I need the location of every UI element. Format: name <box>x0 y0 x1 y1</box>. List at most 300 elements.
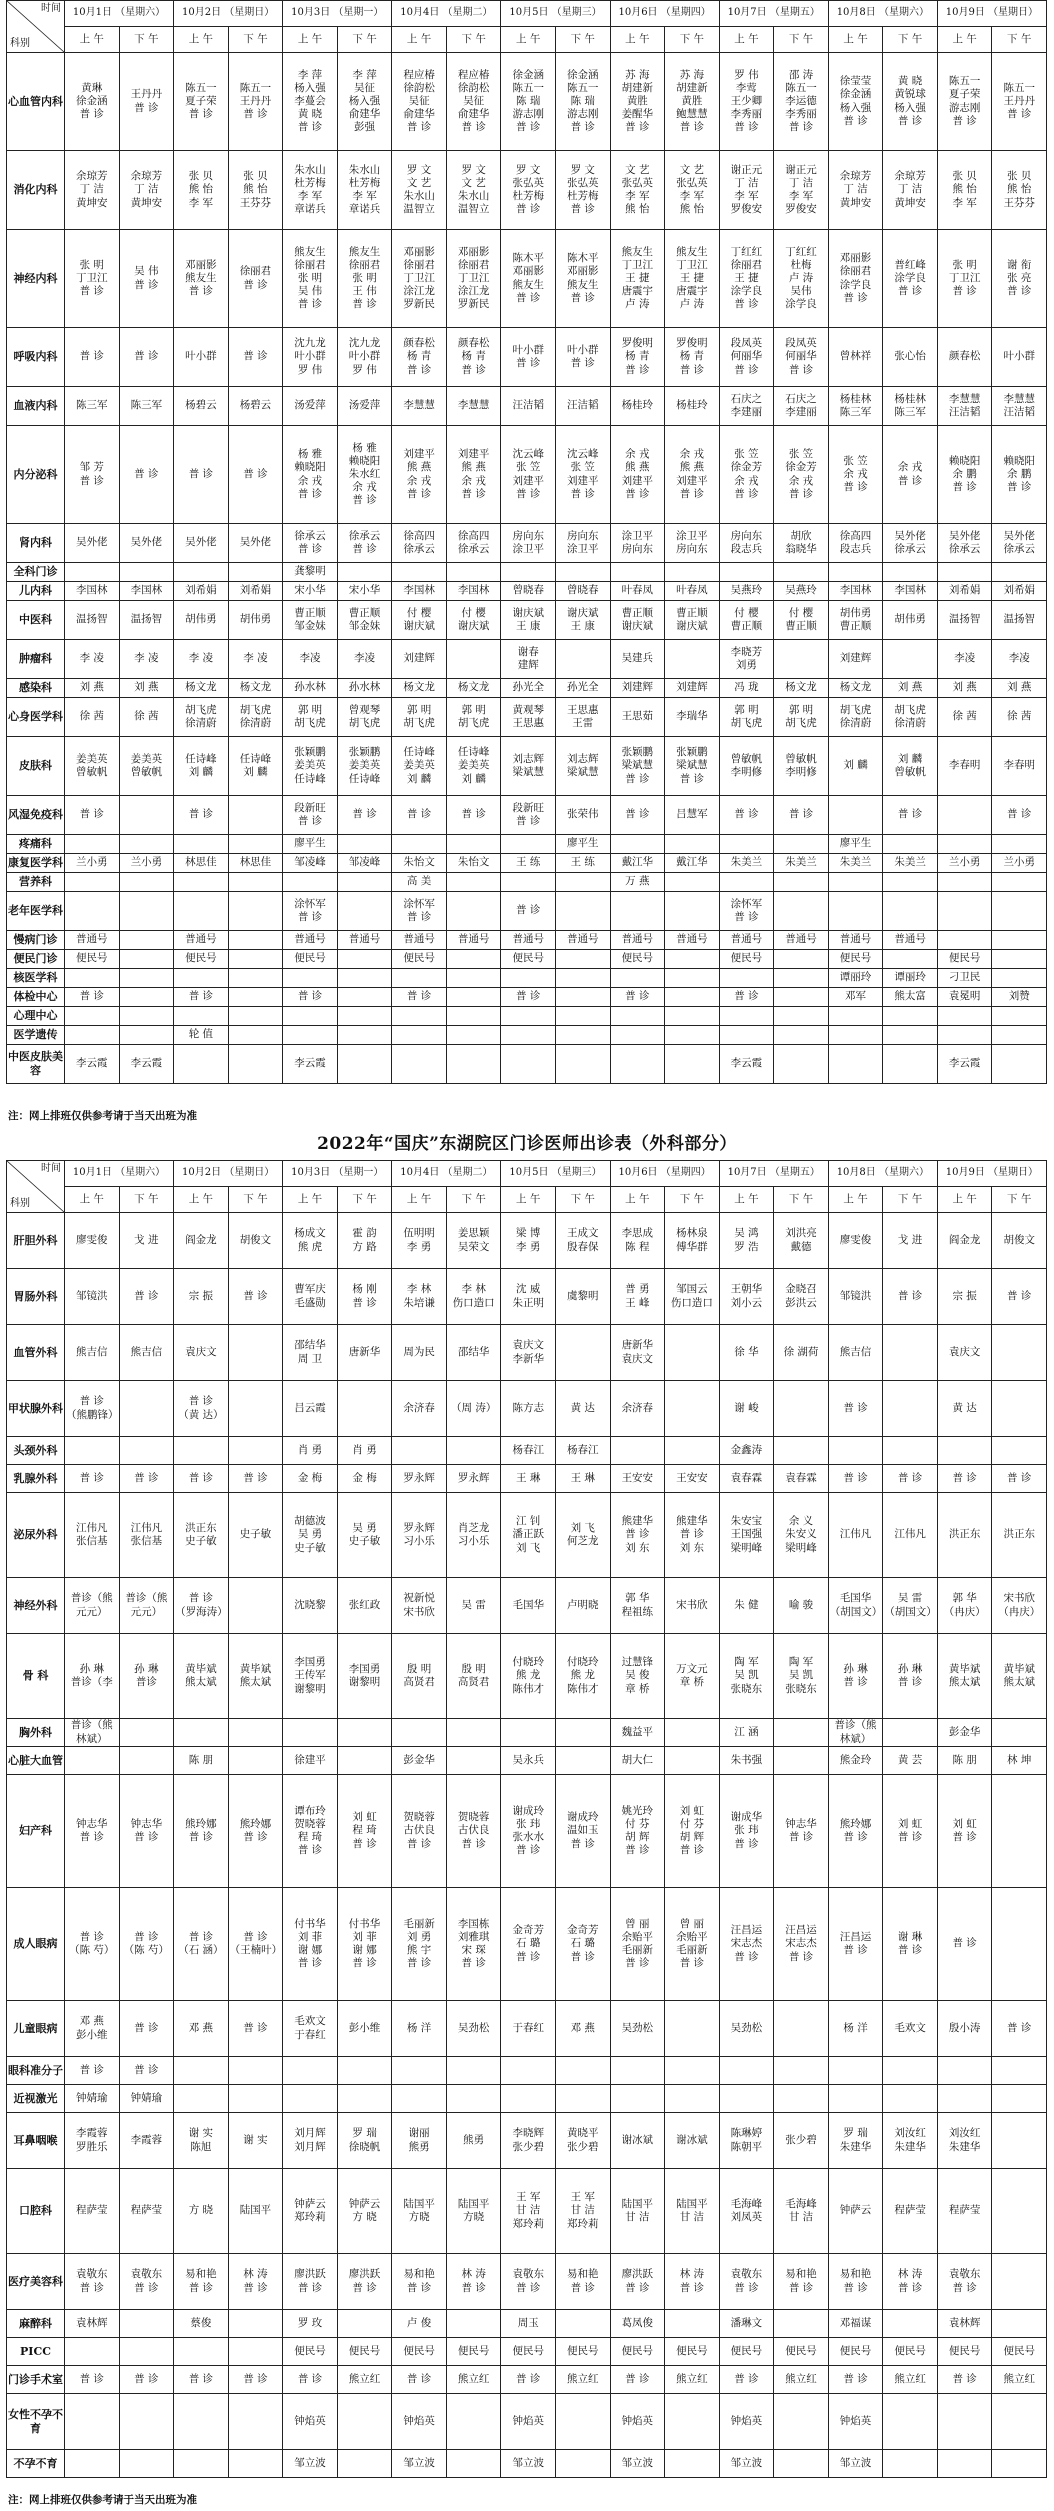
doctor-slot <box>446 2450 501 2478</box>
doctor-slot <box>774 640 829 679</box>
doctor-slot: 钟萨云 方 晓 <box>337 2169 392 2254</box>
doctor-slot <box>883 2085 938 2113</box>
doctor-slot: 吴 雷 <box>446 1578 501 1634</box>
doctor-slot: 钟焰英 <box>501 2394 556 2450</box>
doctor-slot <box>228 1381 283 1437</box>
schedule-row <box>7 1493 1047 1578</box>
doctor-slot: 刘 虹 程 琦 普 诊 <box>337 1775 392 1888</box>
doctor-slot: 刘建辉 <box>392 640 447 679</box>
doctor-slot: 普 诊 <box>937 1465 992 1493</box>
day-header: 10月8日 （星期六） <box>828 1 937 27</box>
doctor-slot: 张 贝 熊 怡 李 军 <box>937 151 992 230</box>
doctor-slot: 熊立红 <box>774 2366 829 2394</box>
schedule-row <box>7 2310 1047 2338</box>
doctor-slot: 谢正元 丁 洁 李 军 罗俊安 <box>719 151 774 230</box>
doctor-slot <box>665 640 720 679</box>
department-name: 女性不孕不育 <box>7 2394 65 2450</box>
doctor-slot: 吴外佬 <box>119 524 174 563</box>
day-header: 10月1日 （星期六） <box>65 1161 174 1187</box>
doctor-slot: 汪昌运 宋志杰 普 诊 <box>719 1888 774 2001</box>
doctor-slot: 陈五一 夏子荣 游志刚 普 诊 <box>937 53 992 151</box>
doctor-slot: 姚光玲 付 芬 胡 辉 普 诊 <box>610 1775 665 1888</box>
doctor-slot: 张 明 丁卫江 普 诊 <box>65 230 120 328</box>
morning-header: 上 午 <box>719 1187 774 1213</box>
doctor-slot: 杨桂玲 <box>610 387 665 426</box>
doctor-slot: 林 涛 普 诊 <box>883 2254 938 2310</box>
doctor-slot: 普通号 <box>774 931 829 950</box>
doctor-slot: 房向东 段志兵 <box>719 524 774 563</box>
doctor-slot: 陶 军 吴 凯 张晓东 <box>719 1634 774 1719</box>
doctor-slot: 唐新华 袁庆文 <box>610 1325 665 1381</box>
doctor-slot: 袁春霖 <box>774 1465 829 1493</box>
doctor-slot <box>774 2001 829 2057</box>
doctor-slot: 普 诊 <box>65 988 120 1007</box>
doctor-slot <box>65 2450 120 2478</box>
doctor-slot: 熊玲娜 普 诊 <box>174 1775 229 1888</box>
doctor-slot <box>774 892 829 931</box>
doctor-slot: 便民号 <box>610 2338 665 2366</box>
afternoon-header: 下 午 <box>119 27 174 53</box>
doctor-slot <box>501 835 556 854</box>
department-name: 血液内科 <box>7 387 65 426</box>
doctor-slot: 普 诊 <box>610 796 665 835</box>
doctor-slot <box>937 892 992 931</box>
afternoon-header: 下 午 <box>446 27 501 53</box>
doctor-slot: 普通号 <box>392 931 447 950</box>
header-corner <box>7 1 65 53</box>
department-name: 慢病门诊 <box>7 931 65 950</box>
doctor-slot <box>119 1747 174 1775</box>
doctor-slot: 徐高四 徐承云 <box>446 524 501 563</box>
doctor-slot: 徐承云 普 诊 <box>337 524 392 563</box>
doctor-slot: 便民号 <box>446 2338 501 2366</box>
doctor-slot <box>665 2450 720 2478</box>
doctor-slot: 江 涵 <box>719 1719 774 1747</box>
doctor-slot: 普 诊 <box>174 988 229 1007</box>
department-name: 乳腺外科 <box>7 1465 65 1493</box>
schedule-row <box>7 1719 1047 1747</box>
doctor-slot <box>665 2085 720 2113</box>
doctor-slot: 吴 勇 史子敏 <box>337 1493 392 1578</box>
doctor-slot: 普 诊 <box>501 2366 556 2394</box>
doctor-slot: 胡伟勇 曹正顺 <box>828 601 883 640</box>
doctor-slot <box>555 640 610 679</box>
doctor-slot <box>555 969 610 988</box>
doctor-slot <box>665 1381 720 1437</box>
doctor-slot: 曾观琴 胡飞虎 <box>337 698 392 737</box>
doctor-slot <box>392 1437 447 1465</box>
doctor-slot: 熊玲娜 普 诊 <box>228 1775 283 1888</box>
doctor-slot: 谢冰斌 <box>665 2113 720 2169</box>
header-time-label: 时间 <box>41 1163 61 1174</box>
doctor-slot: 李云霞 <box>937 1045 992 1084</box>
doctor-slot: 钟志华 普 诊 <box>65 1775 120 1888</box>
schedule-row <box>7 737 1047 796</box>
doctor-slot: 普 诊 <box>501 988 556 1007</box>
doctor-slot: 便民号 <box>774 2338 829 2366</box>
doctor-slot <box>228 563 283 582</box>
doctor-slot: 普诊（熊元元） <box>119 1578 174 1634</box>
doctor-slot <box>446 988 501 1007</box>
doctor-slot: 普 诊 <box>392 2366 447 2394</box>
doctor-slot <box>774 1007 829 1026</box>
doctor-slot <box>501 1045 556 1084</box>
doctor-slot: 谢庆斌 王 康 <box>555 601 610 640</box>
department-name: 消化内科 <box>7 151 65 230</box>
doctor-slot: 朱 健 <box>719 1578 774 1634</box>
doctor-slot <box>774 1437 829 1465</box>
doctor-slot: 刘 燕 <box>119 679 174 698</box>
doctor-slot: 吴劲松 <box>446 2001 501 2057</box>
doctor-slot: 颜春松 <box>937 328 992 387</box>
doctor-slot <box>883 1381 938 1437</box>
department-name: 核医学科 <box>7 969 65 988</box>
doctor-slot: 谢成玲 温如玉 普 诊 <box>555 1775 610 1888</box>
doctor-slot: 方 晓 <box>174 2169 229 2254</box>
schedule-row <box>7 1269 1047 1325</box>
afternoon-header: 下 午 <box>228 27 283 53</box>
doctor-slot <box>228 796 283 835</box>
doctor-slot: 便民号 <box>937 950 992 969</box>
doctor-slot: 朱美兰 <box>774 854 829 873</box>
doctor-slot: 宋书欣 <box>665 1578 720 1634</box>
department-name: PICC <box>7 2338 65 2366</box>
doctor-slot: 赖晓阳 余 鹏 普 诊 <box>937 426 992 524</box>
doctor-slot <box>228 835 283 854</box>
doctor-slot: 刘 麟 <box>828 737 883 796</box>
doctor-slot: 黄观琴 王思惠 <box>501 698 556 737</box>
department-name: 呼吸内科 <box>7 328 65 387</box>
doctor-slot: 李国林 <box>65 582 120 601</box>
doctor-slot: 张红政 <box>337 1578 392 1634</box>
day-header: 10月4日 （星期二） <box>392 1161 501 1187</box>
doctor-slot: 便民号 <box>828 950 883 969</box>
doctor-slot: 普 诊 <box>119 2366 174 2394</box>
schedule-row <box>7 2169 1047 2254</box>
doctor-slot: 蔡俊 <box>174 2310 229 2338</box>
doctor-slot <box>119 1719 174 1747</box>
doctor-slot <box>119 2310 174 2338</box>
doctor-slot: 邵结华 周 卫 <box>283 1325 338 1381</box>
doctor-slot: 周玉 <box>501 2310 556 2338</box>
doctor-slot: 杨文龙 <box>174 679 229 698</box>
doctor-slot: 邵 涛 陈五一 李运德 李秀丽 普 诊 <box>774 53 829 151</box>
department-name: 全科门诊 <box>7 563 65 582</box>
day-header: 10月6日 （星期四） <box>610 1161 719 1187</box>
doctor-slot <box>446 1045 501 1084</box>
doctor-slot: 普 诊 <box>937 1888 992 2001</box>
doctor-slot: 普 诊 <box>719 796 774 835</box>
doctor-slot <box>937 2085 992 2113</box>
doctor-slot: 毛国华 （胡国文） <box>828 1578 883 1634</box>
doctor-slot: 任诗峰 姜美英 刘 麟 <box>392 737 447 796</box>
doctor-slot: 邹立波 <box>828 2450 883 2478</box>
doctor-slot <box>555 563 610 582</box>
doctor-slot <box>65 2394 120 2450</box>
doctor-slot: 张 贝 熊 怡 王芬芬 <box>228 151 283 230</box>
doctor-slot: 过慧锋 吴 俊 章 桥 <box>610 1634 665 1719</box>
doctor-slot: 沈云峰 张 笠 刘建平 普 诊 <box>555 426 610 524</box>
doctor-slot <box>555 2394 610 2450</box>
doctor-slot: 熊立红 <box>446 2366 501 2394</box>
doctor-slot: 李春明 <box>937 737 992 796</box>
doctor-slot: 普 诊 <box>65 796 120 835</box>
doctor-slot: 熊立红 <box>337 2366 392 2394</box>
doctor-slot: 吴外佬 <box>228 524 283 563</box>
doctor-slot: 余济春 <box>610 1381 665 1437</box>
doctor-slot: 熊吉信 <box>828 1325 883 1381</box>
schedule-row <box>7 1026 1047 1045</box>
doctor-slot: 刘赞 <box>992 988 1047 1007</box>
doctor-slot: 刘建平 熊 燕 余 戎 普 诊 <box>446 426 501 524</box>
doctor-slot: 温扬智 <box>937 601 992 640</box>
doctor-slot <box>555 1007 610 1026</box>
doctor-slot: 程萨莹 <box>937 2169 992 2254</box>
doctor-slot: 王安安 <box>610 1465 665 1493</box>
doctor-slot: 殷 明 高贤君 <box>392 1634 447 1719</box>
afternoon-header: 下 午 <box>665 27 720 53</box>
schedule-row <box>7 1437 1047 1465</box>
doctor-slot: 戴江华 <box>665 854 720 873</box>
department-name: 近视激光 <box>7 2085 65 2113</box>
doctor-slot: 姜思颖 吴荣文 <box>446 1213 501 1269</box>
doctor-slot: 吕云霞 <box>283 1381 338 1437</box>
doctor-slot: 李凌 <box>337 640 392 679</box>
doctor-slot: 刘建辉 <box>610 679 665 698</box>
doctor-slot: 李云霞 <box>65 1045 120 1084</box>
doctor-slot: 朱水山 杜芳梅 李 军 章诺兵 <box>337 151 392 230</box>
doctor-slot: 林 涛 普 诊 <box>228 2254 283 2310</box>
afternoon-header: 下 午 <box>555 27 610 53</box>
doctor-slot: 李国林 <box>446 582 501 601</box>
doctor-slot <box>65 2338 120 2366</box>
doctor-slot <box>446 2394 501 2450</box>
doctor-slot <box>228 1325 283 1381</box>
doctor-slot: 普 诊 <box>392 796 447 835</box>
doctor-slot: 郭 明 胡飞虎 <box>392 698 447 737</box>
doctor-slot: 文 艺 张弘英 李 军 熊 怡 <box>665 151 720 230</box>
department-name: 泌尿外科 <box>7 1493 65 1578</box>
doctor-slot <box>774 2310 829 2338</box>
doctor-slot <box>119 892 174 931</box>
doctor-slot <box>883 2394 938 2450</box>
doctor-slot: 邓 燕 <box>555 2001 610 2057</box>
doctor-slot <box>501 2085 556 2113</box>
doctor-slot: 谢 峻 <box>719 1381 774 1437</box>
doctor-slot: 普通号 <box>828 931 883 950</box>
doctor-slot: 江 钊 潘正跃 刘 飞 <box>501 1493 556 1578</box>
doctor-slot: 丁红红 徐丽君 王 捷 涂学良 普 诊 <box>719 230 774 328</box>
schedule-row <box>7 2394 1047 2450</box>
day-header: 10月6日 （星期四） <box>610 1 719 27</box>
doctor-slot: 孙 琳 普 诊 <box>883 1634 938 1719</box>
doctor-slot: 余 戎 熊 燕 刘建平 普 诊 <box>610 426 665 524</box>
doctor-slot <box>174 969 229 988</box>
doctor-slot: 曾 丽 余贻平 毛丽新 普 诊 <box>610 1888 665 2001</box>
doctor-slot <box>337 2057 392 2085</box>
morning-header: 上 午 <box>719 27 774 53</box>
doctor-slot: 邵结华 <box>446 1325 501 1381</box>
schedule-row <box>7 1775 1047 1888</box>
doctor-slot: 吴燕玲 <box>719 582 774 601</box>
doctor-slot <box>446 1437 501 1465</box>
doctor-slot <box>283 2085 338 2113</box>
doctor-slot <box>119 1026 174 1045</box>
doctor-slot: 普通号 <box>719 931 774 950</box>
doctor-slot <box>446 1719 501 1747</box>
doctor-slot <box>337 1026 392 1045</box>
schedule-row <box>7 1578 1047 1634</box>
doctor-slot <box>883 1007 938 1026</box>
doctor-slot: 张 贝 熊 怡 王芬芬 <box>992 151 1047 230</box>
doctor-slot: 钟志华 普 诊 <box>119 1775 174 1888</box>
doctor-slot <box>774 1747 829 1775</box>
schedule-row <box>7 2057 1047 2085</box>
department-name: 骨 科 <box>7 1634 65 1719</box>
doctor-slot: 任诗峰 刘 麟 <box>228 737 283 796</box>
doctor-slot: 熊友生 丁卫江 王 捷 唐震宇 卢 涛 <box>665 230 720 328</box>
doctor-slot <box>610 835 665 854</box>
doctor-slot <box>337 1747 392 1775</box>
doctor-slot: 王 练 <box>501 854 556 873</box>
doctor-slot: 刘 燕 <box>883 679 938 698</box>
afternoon-header: 下 午 <box>774 1187 829 1213</box>
doctor-slot: 罗 瑞 朱建华 <box>828 2113 883 2169</box>
doctor-slot: 普 诊 （黄 达） <box>174 1381 229 1437</box>
doctor-slot: 邓丽影 徐丽君 丁卫江 涂江龙 罗新民 <box>446 230 501 328</box>
day-header: 10月5日 （星期三） <box>501 1 610 27</box>
day-header: 10月3日 （星期一） <box>283 1 392 27</box>
doctor-slot <box>228 2057 283 2085</box>
doctor-slot: 阎金龙 <box>937 1213 992 1269</box>
doctor-slot: 普通号 <box>555 931 610 950</box>
doctor-slot <box>774 988 829 1007</box>
doctor-slot: 杨春江 <box>501 1437 556 1465</box>
doctor-slot <box>501 563 556 582</box>
doctor-slot: 程萨莹 <box>65 2169 120 2254</box>
doctor-slot: 彭金华 <box>937 1719 992 1747</box>
doctor-slot <box>337 1381 392 1437</box>
doctor-slot: 杨碧云 <box>174 387 229 426</box>
doctor-slot: 普 诊 <box>65 2366 120 2394</box>
doctor-slot: 普 诊 <box>337 796 392 835</box>
schedule-row <box>7 796 1047 835</box>
doctor-slot: 金晓召 彭洪云 <box>774 1269 829 1325</box>
doctor-slot: 余琼芳 丁 洁 黄坤安 <box>828 151 883 230</box>
surgery-schedule-table <box>6 1160 1047 2478</box>
doctor-slot: 苏 海 胡建新 黄胜 姜醒华 普 诊 <box>610 53 665 151</box>
doctor-slot <box>555 892 610 931</box>
doctor-slot: 刘洪亮 戴德 <box>774 1213 829 1269</box>
doctor-slot: 张少碧 <box>774 2113 829 2169</box>
doctor-slot <box>228 1578 283 1634</box>
doctor-slot: 钟焰英 <box>283 2394 338 2450</box>
doctor-slot: 沈九龙 叶小群 罗 伟 <box>283 328 338 387</box>
doctor-slot <box>174 892 229 931</box>
doctor-slot: 杨文龙 <box>392 679 447 698</box>
doctor-slot: 吴外佬 徐承云 <box>992 524 1047 563</box>
doctor-slot <box>828 1007 883 1026</box>
doctor-slot <box>992 2169 1047 2254</box>
doctor-slot: 兰小勇 <box>937 854 992 873</box>
doctor-slot: 金奇芳 石 璐 普 诊 <box>555 1888 610 2001</box>
doctor-slot: 熊建华 普 诊 刘 东 <box>665 1493 720 1578</box>
doctor-slot: 汪昌运 普 诊 <box>828 1888 883 2001</box>
doctor-slot: 袁敬东 普 诊 <box>119 2254 174 2310</box>
doctor-slot <box>992 1888 1047 2001</box>
department-name: 心理中心 <box>7 1007 65 1026</box>
department-name: 不孕不育 <box>7 2450 65 2478</box>
department-name: 疼痛科 <box>7 835 65 854</box>
doctor-slot <box>228 873 283 892</box>
doctor-slot: 孙 琳 普诊（李 <box>65 1634 120 1719</box>
doctor-slot <box>119 563 174 582</box>
department-name: 儿童眼病 <box>7 2001 65 2057</box>
doctor-slot <box>392 2057 447 2085</box>
doctor-slot: 邓福谋 <box>828 2310 883 2338</box>
doctor-slot: 普 诊 <box>719 2366 774 2394</box>
doctor-slot: 邹立波 <box>501 2450 556 2478</box>
doctor-slot: 普 勇 王 峰 <box>610 1269 665 1325</box>
schedule-row <box>7 2254 1047 2310</box>
doctor-slot: 叶春凤 <box>665 582 720 601</box>
doctor-slot: 卢明晓 <box>555 1578 610 1634</box>
header-dept-label: 科别 <box>10 1197 30 1209</box>
doctor-slot: 胡飞虎 徐清蔚 <box>174 698 229 737</box>
doctor-slot <box>228 2085 283 2113</box>
doctor-slot: 李 林 伤口造口 <box>446 1269 501 1325</box>
doctor-slot: 叶小群 普 诊 <box>555 328 610 387</box>
doctor-slot <box>555 873 610 892</box>
schedule-row <box>7 2113 1047 2169</box>
doctor-slot: 刘 燕 <box>992 679 1047 698</box>
afternoon-header: 下 午 <box>665 1187 720 1213</box>
morning-header: 上 午 <box>828 1187 883 1213</box>
doctor-slot: 普 诊 <box>228 426 283 524</box>
doctor-slot: 便民号 <box>610 950 665 969</box>
doctor-slot: 涂卫平 房向东 <box>665 524 720 563</box>
doctor-slot: 殷 明 高贤君 <box>446 1634 501 1719</box>
doctor-slot: 普 诊 （陈 芍） <box>119 1888 174 2001</box>
doctor-slot: 涂怀军 普 诊 <box>719 892 774 931</box>
doctor-slot <box>119 988 174 1007</box>
doctor-slot: 林 坤 <box>992 1747 1047 1775</box>
doctor-slot <box>65 892 120 931</box>
doctor-slot <box>992 1775 1047 1888</box>
schedule-row <box>7 2338 1047 2366</box>
doctor-slot: 杨桂林 陈三军 <box>883 387 938 426</box>
doctor-slot: 罗 瑞 徐晓帆 <box>337 2113 392 2169</box>
doctor-slot: 普 诊 <box>610 988 665 1007</box>
doctor-slot: 李慧慧 <box>446 387 501 426</box>
doctor-slot <box>174 1719 229 1747</box>
doctor-slot: 易和艳 普 诊 <box>774 2254 829 2310</box>
doctor-slot: 曾林祥 <box>828 328 883 387</box>
department-name: 妇产科 <box>7 1775 65 1888</box>
doctor-slot: 卢 俊 <box>392 2310 447 2338</box>
doctor-slot: 谭丽玲 <box>883 969 938 988</box>
internal-footnote: 注：网上排班仅供参考请于当天出班为准 <box>8 1110 197 1122</box>
doctor-slot: 杨文龙 <box>228 679 283 698</box>
doctor-slot: 便民号 <box>665 2338 720 2366</box>
doctor-slot: 邓 燕 <box>174 2001 229 2057</box>
doctor-slot: 普 诊 <box>65 2057 120 2085</box>
doctor-slot <box>228 988 283 1007</box>
doctor-slot: 胡德波 吴 勇 史子敏 <box>283 1493 338 1578</box>
doctor-slot: 刘希娟 <box>174 582 229 601</box>
doctor-slot: 杨桂林 陈三军 <box>828 387 883 426</box>
doctor-slot <box>610 2085 665 2113</box>
